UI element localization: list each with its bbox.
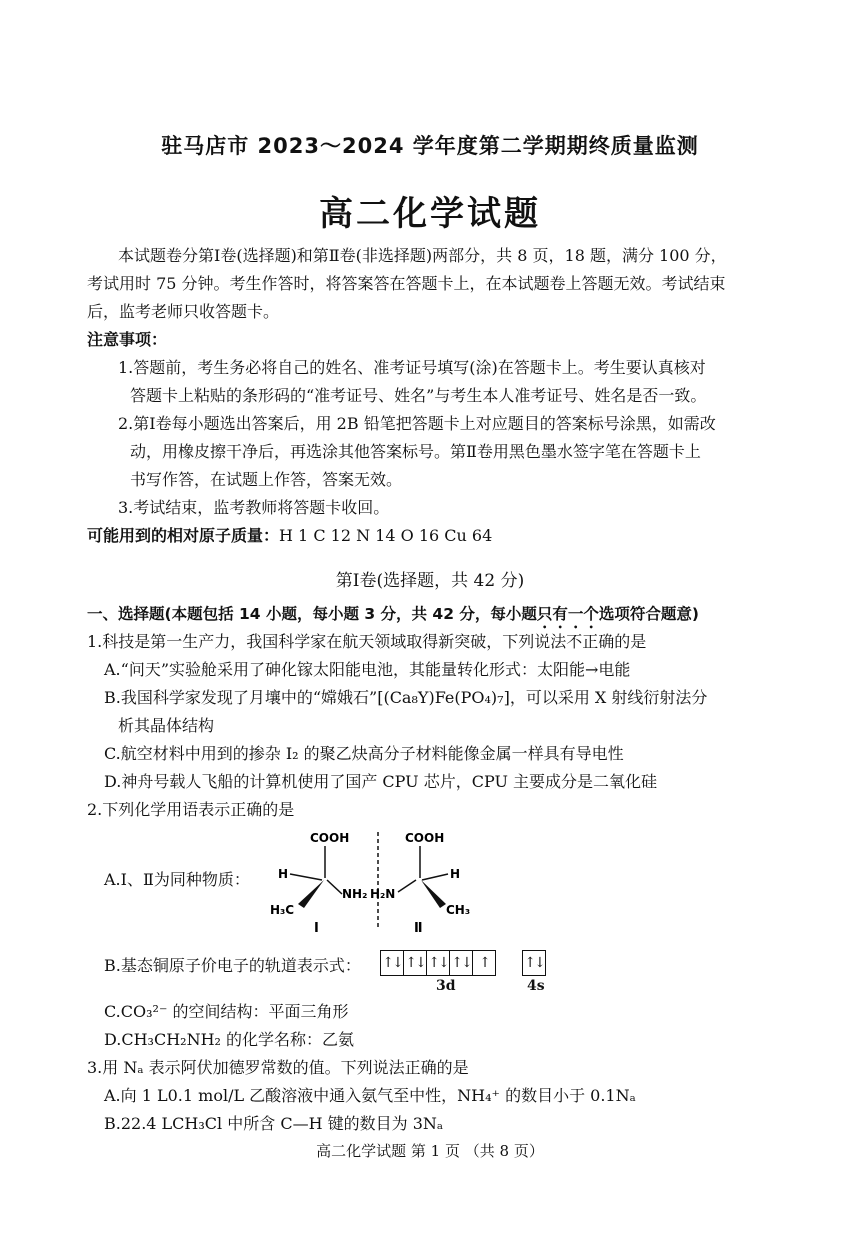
q1-option-d: D.神舟号载人飞船的计算机使用了国产 CPU 芯片，CPU 主要成分是二氧化硅 [104, 772, 658, 791]
orbital-box-3d-1: ↑↓ [381, 951, 404, 975]
orbital-label-4s: 4s [527, 978, 545, 994]
exam-subject-title: 高二化学试题 [319, 194, 541, 234]
intro-line-2: 考试用时 75 分钟。考生作答时，将答案答在答题卡上，在本试题卷上答题无效。考试结束 [87, 274, 726, 293]
mol2-bond-left [398, 880, 416, 892]
part-1-heading-a: 一、选择题(本题包括 14 小题，每小题 3 分，共 42 分，每小题 [87, 605, 537, 623]
mol1-bond-right [327, 880, 342, 894]
q2-molecule-diagram [250, 828, 510, 936]
notes-heading: 注意事项： [87, 330, 168, 349]
q3-option-b: B.22.4 LCH₃Cl 中所含 C—H 键的数目为 3Nₐ [104, 1114, 444, 1133]
note-1-line-2: 答题卡上粘贴的条形码的“准考证号、姓名”与考生本人准考证号、姓名是否一致。 [130, 386, 707, 405]
orbital-box-3d-2: ↑↓ [404, 951, 427, 975]
mol1-left-group: H [278, 867, 289, 881]
q2-option-a: A.Ⅰ、Ⅱ为同种物质： [104, 870, 250, 889]
note-1-line-1: 1.答题前，考生务必将自己的姓名、准考证号填写(涂)在答题卡上。考生要认真核对 [118, 358, 706, 377]
orbital-box-3d-5: ↑ [479, 955, 489, 971]
orbital-box-3d-3: ↑↓ [427, 951, 450, 975]
q2-option-b: B.基态铜原子价电子的轨道表示式： [104, 956, 361, 975]
intro-line-3: 后，监考老师只收答题卡。 [87, 302, 280, 321]
atomic-masses-label: 可能用到的相对原子质量： [87, 526, 280, 545]
orbital-box-4s-1: ↑↓ [524, 955, 544, 971]
intro-line-1: 本试题卷分第Ⅰ卷(选择题)和第Ⅱ卷(非选择题)两部分，共 8 页，18 题，满分 100 分， [118, 246, 727, 265]
atomic-masses [87, 522, 492, 550]
orbital-box-3d-4: ↑↓ [450, 951, 473, 975]
mol2-bottom-group: CH₃ [446, 903, 471, 917]
q1-option-b-line-1: B.我国科学家发现了月壤中的“嫦娥石”[(Ca₈Y)Fe(PO₄)₇]，可以采用 X 射线衍射法分 [104, 688, 708, 707]
q1-option-a: A.“问天”实验舱采用了砷化镓太阳能电池，其能量转化形式：太阳能→电能 [104, 660, 631, 679]
mol1-bottom-group: H₃C [270, 903, 295, 917]
mol1-bond-left [290, 874, 322, 880]
q1-option-b-line-2: 析其晶体结构 [118, 716, 215, 735]
mol2-wedge-bond [421, 880, 446, 908]
mol2-top-group: COOH [405, 831, 445, 845]
orbital-label-3d: 3d [436, 978, 456, 994]
q3-stem: 3.用 Nₐ 表示阿伏加德罗常数的值。下列说法正确的是 [87, 1058, 469, 1077]
mol2-label: Ⅱ [414, 921, 423, 936]
mol1-label: Ⅰ [314, 921, 319, 936]
note-2-line-3: 书写作答，在试题上作答，答案无效。 [130, 470, 403, 489]
mol2-left-group: H₂N [370, 887, 396, 901]
mol1-wedge-bond [298, 880, 324, 908]
part-1-heading-emphasis: 只有一个 [536, 605, 599, 623]
mol2-right-group: H [450, 867, 461, 881]
orbital-diagram-4s [522, 950, 546, 976]
exam-header-title: 驻马店市 2023～2024 学年度第二学期期终质量监测 [161, 134, 699, 158]
note-2-line-2: 动，用橡皮擦干净后，再选涂其他答案标号。第Ⅱ卷用黑色墨水签字笔在答题卡上 [130, 442, 701, 461]
atomic-masses-values: H 1 C 12 N 14 O 16 Cu 64 [279, 526, 493, 545]
note-3: 3.考试结束，监考教师将答题卡收回。 [118, 498, 390, 517]
orbital-diagram-3d [380, 950, 496, 976]
q2-option-d: D.CH₃CH₂NH₂ 的化学名称：乙氨 [104, 1030, 355, 1049]
page-footer: 高二化学试题 第 1 页 （共 8 页） [316, 1142, 544, 1160]
mol2-bond-right [422, 874, 448, 880]
mol1-right-group: NH₂ [342, 887, 368, 901]
q2-option-c: C.CO₃²⁻ 的空间结构：平面三角形 [104, 1002, 349, 1021]
q2-stem: 2.下列化学用语表示正确的是 [87, 800, 295, 819]
q3-option-a: A.向 1 L0.1 mol/L 乙酸溶液中通入氨气至中性，NH₄⁺ 的数目小于 0.1Nₐ [104, 1086, 636, 1105]
section-1-title: 第Ⅰ卷(选择题，共 42 分) [335, 571, 525, 591]
q1-stem: 1.科技是第一生产力，我国科学家在航天领域取得新突破，下列说法不正确的是 [87, 632, 647, 651]
q1-option-c: C.航空材料中用到的掺杂 I₂ 的聚乙炔高分子材料能像金属一样具有导电性 [104, 744, 624, 763]
part-1-heading-b: 选项符合题意) [598, 605, 699, 623]
mol1-top-group: COOH [310, 831, 350, 845]
note-2-line-1: 2.第Ⅰ卷每小题选出答案后，用 2B 铅笔把答题卡上对应题目的答案标号涂黑，如需改 [118, 414, 716, 433]
